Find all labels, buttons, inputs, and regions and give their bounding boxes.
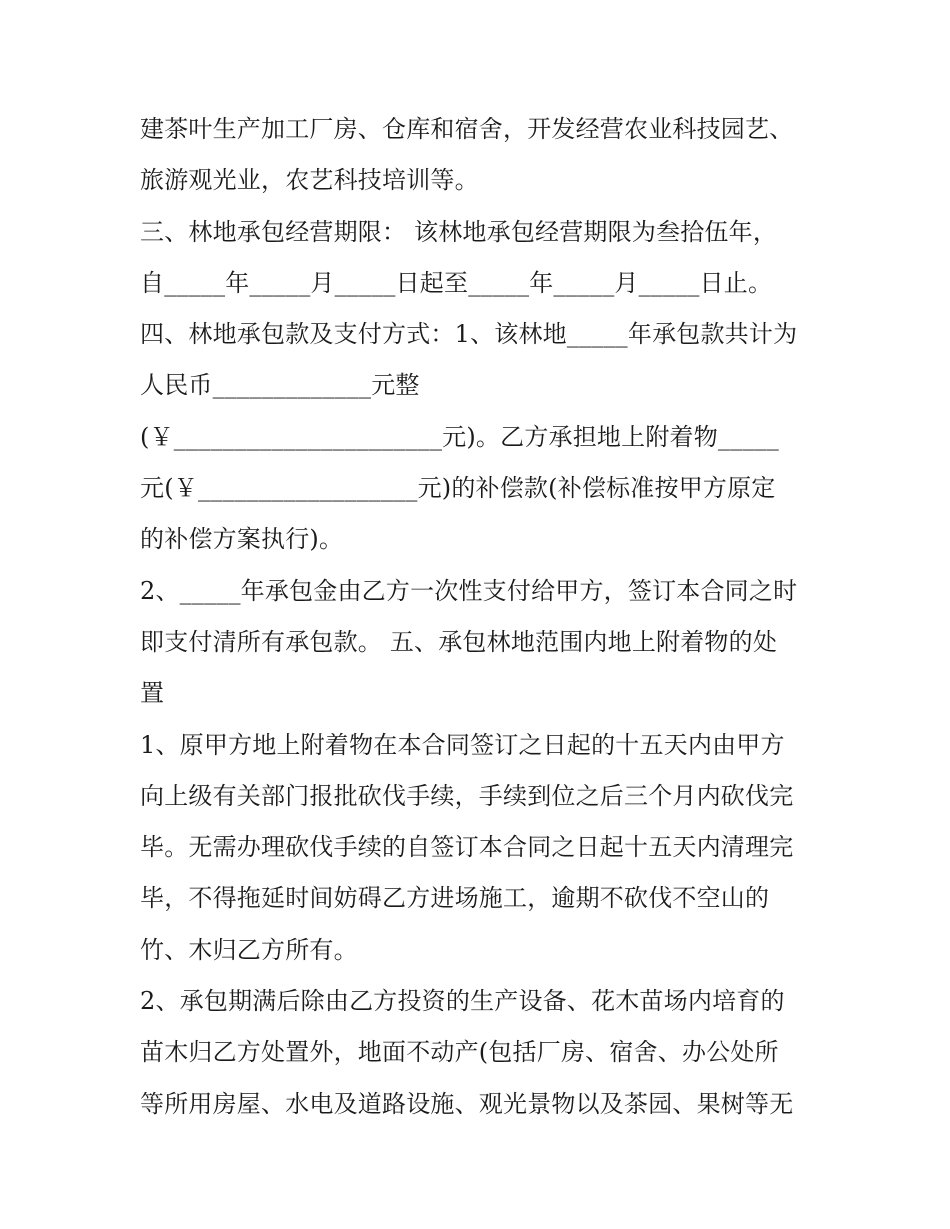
text-line: 毕，不得拖延时间妨碍乙方进场施工，逾期不砍伐不空山的 <box>140 884 770 913</box>
text-line: 毕。无需办理砍伐手续的自签订本合同之日起十五天内清理完 <box>140 833 794 862</box>
text-line: 置 <box>140 679 165 708</box>
text-line: 元(￥__________________元)的补偿款(补偿标准按甲方原定 <box>140 474 776 503</box>
text-line: 即支付清所有承包款。 五、承包林地范围内地上附着物的处 <box>140 627 778 656</box>
text-line: 2、_____年承包金由乙方一次性支付给甲方，签订本合同之时 <box>140 576 798 605</box>
section-heading-term: 三、林地承包经营期限： 该林地承包经营期限为叁拾伍年， <box>140 217 778 246</box>
text-line: (￥______________________元)。乙方承担地上附着物_____ <box>140 422 779 451</box>
text-line: 向上级有关部门报批砍伐手续，手续到位之后三个月内砍伐完 <box>140 781 794 810</box>
text-line: 人民币_____________元整 <box>140 371 420 400</box>
date-range-line: 自_____年_____月_____日起至_____年_____月_____日止。 <box>140 268 773 297</box>
text-line: 苗木归乙方处置外，地面不动产(包括厂房、宿舍、办公处所 <box>140 1038 779 1067</box>
text-line: 等所用房屋、水电及道路设施、观光景物以及茶园、果树等无 <box>140 1089 794 1118</box>
section-heading-payment: 四、林地承包款及支付方式：1、该林地_____年承包款共计为 <box>140 320 798 349</box>
text-line: 的补偿方案执行)。 <box>140 525 344 554</box>
text-line: 1、原甲方地上附着物在本合同签订之日起的十五天内由甲方 <box>140 730 785 759</box>
text-line: 建茶叶生产加工厂房、仓库和宿舍，开发经营农业科技园艺、 <box>140 115 794 143</box>
text-line: 竹、木归乙方所有。 <box>140 935 358 964</box>
text-line: 2、承包期满后除由乙方投资的生产设备、花木苗场内培育的 <box>140 987 785 1016</box>
contract-text <box>140 104 830 1130</box>
text-line: 旅游观光业，农艺科技培训等。 <box>140 166 479 195</box>
